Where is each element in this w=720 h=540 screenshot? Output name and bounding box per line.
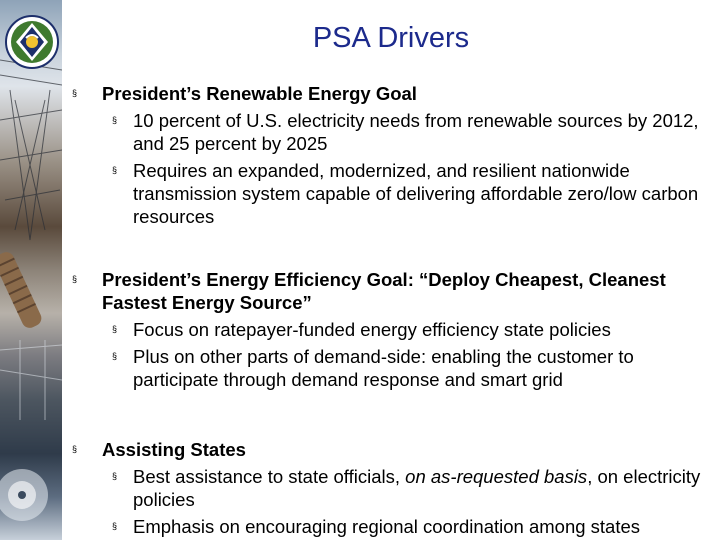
sub-bullet: § Requires an expanded, modernized, and resilient nationwide transmission system capable of delivering affordable zero/low carbon resources [112, 160, 699, 227]
hurricane-image [0, 469, 48, 521]
doe-seal-logo [4, 14, 62, 76]
sub-bullet: § Best assistance to state officials, on as-requested basis, on electricity policies [112, 466, 701, 510]
sub-bullet: § Focus on ratepayer-funded energy efficiency state policies [112, 319, 611, 340]
bullet-group-efficiency [62, 268, 712, 438]
sub-bullet: § Plus on other parts of demand-side: enabling the customer to participate through demand response and smart grid [112, 346, 634, 390]
bullet-list [62, 82, 712, 538]
square-bullet-icon: § [112, 521, 118, 531]
square-bullet-icon: § [112, 471, 118, 481]
bullet-heading: § Assisting States [72, 439, 246, 460]
sub-bullet: § Emphasis on encouraging regional coordination among states [112, 516, 641, 537]
bullet-group-renewable [62, 82, 712, 268]
bullet-heading: § President’s Renewable Energy Goal [72, 83, 417, 104]
insulator-icon [0, 250, 44, 331]
square-bullet-icon: § [72, 274, 78, 284]
bullet-heading: § President’s Energy Efficiency Goal: “Deploy Cheapest, Cleanest Fastest Energy Source” [72, 269, 666, 313]
decorative-photo-strip [0, 0, 62, 540]
square-bullet-icon: § [72, 88, 78, 98]
square-bullet-icon: § [72, 444, 78, 454]
transmission-tower-icon [0, 0, 62, 540]
square-bullet-icon: § [112, 351, 118, 361]
slide-title: PSA Drivers [312, 22, 470, 54]
bullet-group-states [62, 438, 712, 538]
square-bullet-icon: § [112, 324, 118, 334]
square-bullet-icon: § [112, 115, 118, 125]
sub-bullet: § 10 percent of U.S. electricity needs from renewable sources by 2012, and 25 percent by 2025 [112, 110, 699, 154]
square-bullet-icon: § [112, 165, 118, 175]
